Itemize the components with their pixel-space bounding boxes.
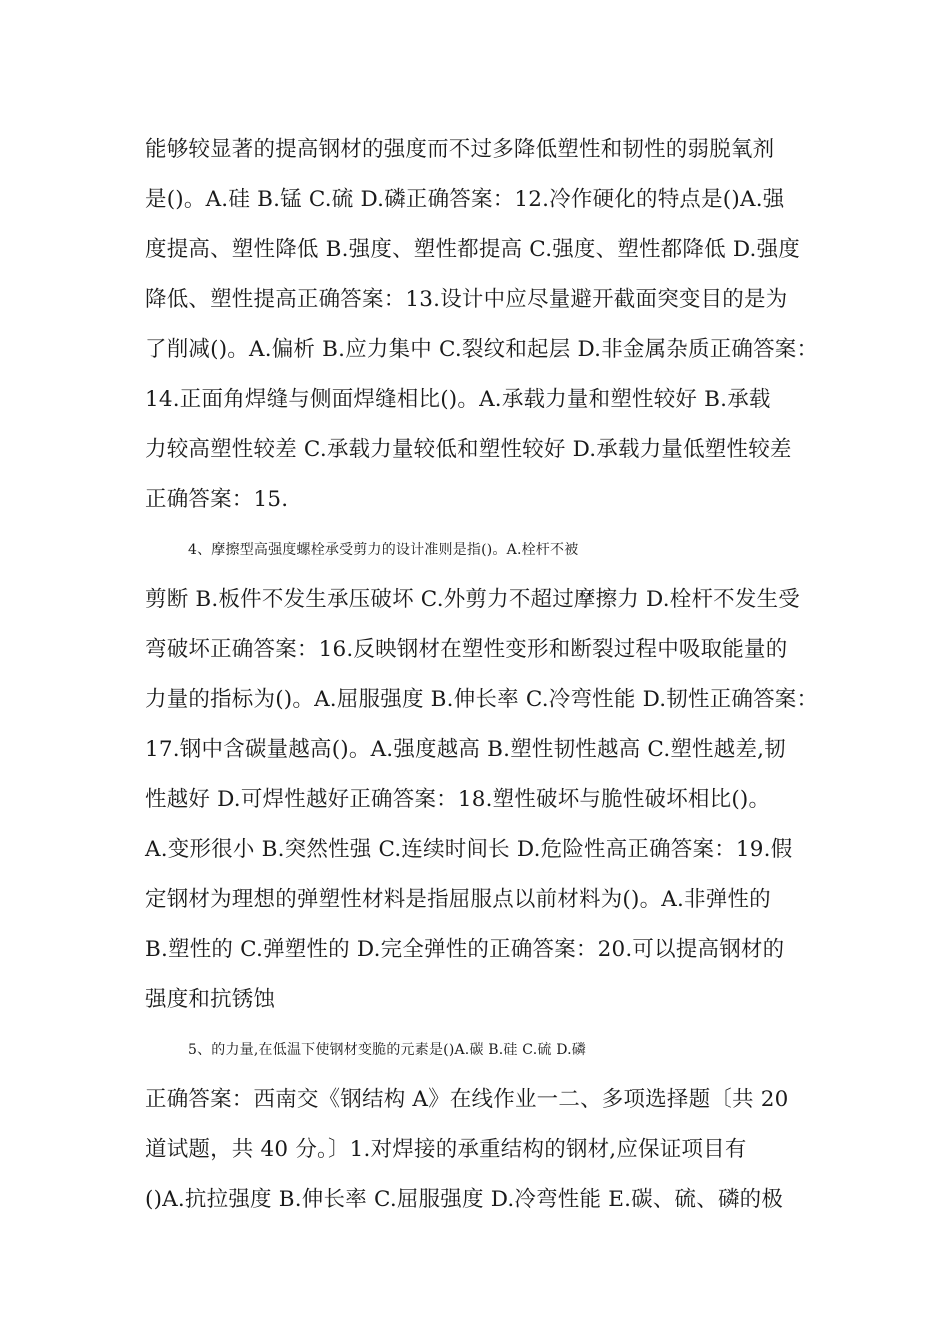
text-line: 能够较显著的提高钢材的强度而不过多降低塑性和韧性的弱脱氧剂 (145, 137, 775, 162)
text-line: 剪断 B.板件不发生承压破坏 C.外剪力不超过摩擦力 D.栓杆不发生受 (145, 587, 800, 612)
text-line: 弯破坏正确答案：16.反映钢材在塑性变形和断裂过程中吸取能量的 (145, 637, 788, 662)
text-line: 4、摩擦型高强度螺栓承受剪力的设计准则是指()。A.栓杆不被 (188, 542, 579, 558)
text-line: 降低、塑性提高正确答案：13.设计中应尽量避开截面突变目的是为 (145, 287, 788, 312)
text-line: 正确答案：西南交《钢结构 A》在线作业一二、多项选择题〔共 20 (145, 1087, 789, 1112)
text-line: 是()。A.硅 B.锰 C.硫 D.磷正确答案：12.冷作硬化的特点是()A.强 (145, 187, 785, 212)
text-line: 了削减()。A.偏析 B.应力集中 C.裂纹和起层 D.非金属杂质正确答案： (145, 337, 819, 362)
text-line: 道试题，共 40 分。〕1.对焊接的承重结构的钢材,应保证项目有 (145, 1137, 747, 1162)
text-line: B.塑性的 C.弹塑性的 D.完全弹性的正确答案：20.可以提高钢材的 (145, 937, 785, 962)
text-line: 定钢材为理想的弹塑性材料是指屈服点以前材料为()。A.非弹性的 (145, 887, 771, 912)
text-line: 17.钢中含碳量越高()。A.强度越高 B.塑性韧性越高 C.塑性越差,韧 (145, 737, 786, 762)
text-line: 强度和抗锈蚀 (145, 987, 276, 1012)
text-line: 14.正面角焊缝与侧面焊缝相比()。A.承载力量和塑性较好 B.承载 (145, 387, 771, 412)
text-line: 度提高、塑性降低 B.强度、塑性都提高 C.强度、塑性都降低 D.强度 (145, 237, 800, 262)
text-line: 5、的力量,在低温下使钢材变脆的元素是()A.碳 B.硅 C.硫 D.磷 (188, 1042, 586, 1058)
text-line: 性越好 D.可焊性越好正确答案：18.塑性破坏与脆性破坏相比()。 (145, 787, 771, 812)
text-line: A.变形很小 B.突然性强 C.连续时间长 D.危险性高正确答案：19.假 (145, 837, 793, 862)
text-line: ()A.抗拉强度 B.伸长率 C.屈服强度 D.冷弯性能 E.碳、硫、磷的极 (145, 1187, 784, 1212)
text-line: 力较高塑性较差 C.承载力量较低和塑性较好 D.承载力量低塑性较差 (145, 437, 792, 462)
text-line: 正确答案：15. (145, 487, 289, 512)
text-line: 力量的指标为()。A.屈服强度 B.伸长率 C.冷弯性能 D.韧性正确答案： (145, 687, 819, 712)
